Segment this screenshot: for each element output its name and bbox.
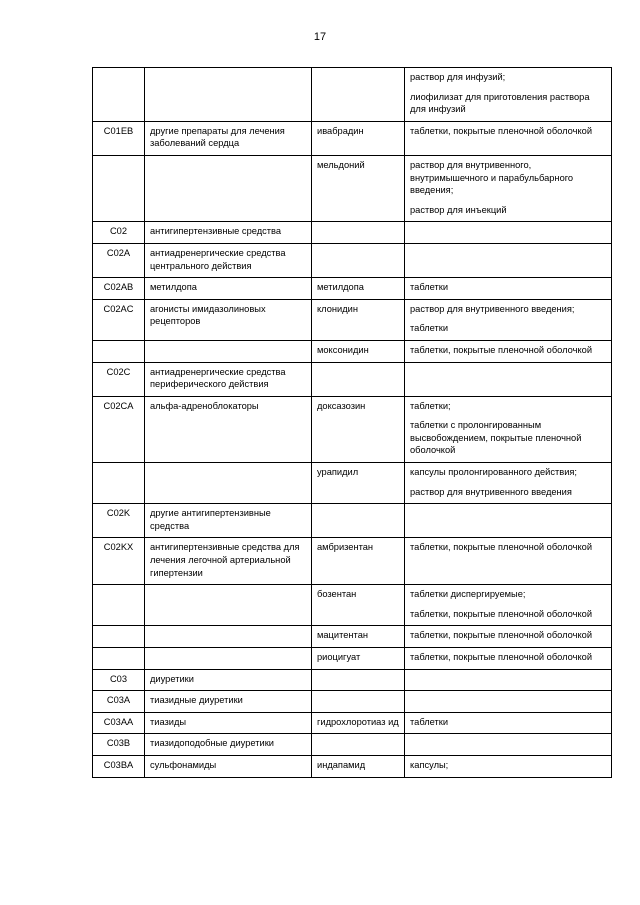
anatomical-group-cell [145,626,312,648]
inn-cell [312,669,405,691]
inn-cell: мацитентан [312,626,405,648]
table-row [93,463,612,504]
inn-cell: гидрохлоротиаз ид [312,712,405,734]
anatomical-group-cell: диуретики [145,669,312,691]
table-row [93,648,612,670]
dosage-form: раствор для внутривенного, внутримышечного и парабульбарного введения; [410,159,574,196]
atc-code-cell: C02AC [93,299,145,340]
anatomical-group-cell: метилдопа [145,278,312,300]
atc-code-cell [93,463,145,504]
anatomical-group-cell: другие препараты для лечения заболеваний сердца [145,121,312,155]
anatomical-group-cell: альфа-адреноблокаторы [145,396,312,462]
dosage-form: таблетки с пролонгированным высвобождением, покрытые пленочной оболочкой [410,420,582,456]
anatomical-group-cell: сульфонамиды [145,755,312,777]
dosage-form: капсулы; [410,759,449,770]
atc-code-cell: C02AB [93,278,145,300]
anatomical-group-cell [145,155,312,221]
inn-cell: урапидил [312,463,405,504]
dosage-forms-cell [405,396,612,462]
anatomical-group-cell: антиадренергические средства центрального действия [145,243,312,277]
dosage-forms-cell [405,734,612,756]
table-row [93,691,612,713]
dosage-forms-cell [405,585,612,626]
inn-cell [312,691,405,713]
anatomical-group-cell: другие антигипертензивные средства [145,504,312,538]
table-row [93,121,612,155]
anatomical-group-cell: тиазиды [145,712,312,734]
dosage-form: раствор для инъекций [410,204,507,215]
inn-cell: доксазозин [312,396,405,462]
inn-cell: метилдопа [312,278,405,300]
atc-code-cell: C01EB [93,121,145,155]
anatomical-group-cell: тиазидоподобные диуретики [145,734,312,756]
table-row [93,538,612,585]
atc-code-cell: C02K [93,504,145,538]
table-row [93,396,612,462]
dosage-form: раствор для внутривенного введения [410,486,572,497]
table-row [93,755,612,777]
table-row [93,299,612,340]
anatomical-group-cell [145,648,312,670]
dosage-form: капсулы пролонгированного действия; [410,467,578,478]
dosage-form: таблетки [410,323,449,334]
dosage-form: таблетки; [410,400,451,411]
dosage-forms-cell [405,155,612,221]
anatomical-group-cell [145,340,312,362]
inn-cell [312,504,405,538]
anatomical-group-cell: антиадренергические средства периферического действия [145,362,312,396]
table-row [93,340,612,362]
page-number: 17 [313,31,327,43]
table-row [93,712,612,734]
table-row [93,734,612,756]
inn-cell: мельдоний [312,155,405,221]
atc-code-cell [93,585,145,626]
inn-cell: бозентан [312,585,405,626]
inn-cell: амбризентан [312,538,405,585]
dosage-form: таблетки [410,282,449,293]
atc-code-cell: C02KX [93,538,145,585]
atc-code-cell [93,340,145,362]
dosage-forms-cell [405,626,612,648]
dosage-forms-cell [405,669,612,691]
table-row [93,243,612,277]
atc-code-cell: C03BA [93,755,145,777]
inn-cell [312,362,405,396]
table-row [93,504,612,538]
atc-code-cell: C03 [93,669,145,691]
dosage-forms-cell [405,538,612,585]
dosage-forms-cell [405,755,612,777]
dosage-form: таблетки, покрытые пленочной оболочкой [410,542,593,553]
anatomical-group-cell [145,585,312,626]
dosage-form: раствор для инфузий; [410,72,506,82]
dosage-forms-cell [405,278,612,300]
dosage-forms-cell [405,121,612,155]
atc-code-cell [93,155,145,221]
table-row [93,626,612,648]
anatomical-group-cell: агонисты имидазолиновых рецепторов [145,299,312,340]
table-row [93,222,612,244]
dosage-forms-cell [405,504,612,538]
inn-cell [312,68,405,122]
dosage-forms-cell [405,463,612,504]
atc-code-cell [93,626,145,648]
anatomical-group-cell: антигипертензивные средства для лечения легочной артериальной гипертензии [145,538,312,585]
dosage-forms-cell [405,648,612,670]
dosage-form: таблетки, покрытые пленочной оболочкой [410,652,593,662]
dosage-form: лиофилизат для приготовления раствора для инфузий [410,91,590,115]
atc-code-cell: C02A [93,243,145,277]
dosage-forms-cell [405,340,612,362]
inn-cell: клонидин [312,299,405,340]
atc-code-cell: C03AA [93,712,145,734]
inn-cell: ивабрадин [312,121,405,155]
atc-code-cell: C02C [93,362,145,396]
table-row [93,669,612,691]
anatomical-group-cell [145,463,312,504]
dosage-form: таблетки [410,716,449,727]
atc-code-cell: C02CA [93,396,145,462]
table-row [93,585,612,626]
dosage-forms-cell [405,68,612,122]
table-row [93,362,612,396]
anatomical-group-cell: тиазидные диуретики [145,691,312,713]
dosage-forms-cell [405,243,612,277]
dosage-form: таблетки диспергируемые; [410,589,526,600]
atc-code-cell [93,68,145,122]
inn-cell: индапамид [312,755,405,777]
anatomical-group-cell [145,68,312,122]
inn-cell [312,734,405,756]
inn-cell [312,222,405,244]
dosage-form: таблетки, покрытые пленочной оболочкой [410,630,593,641]
atc-code-cell: C03A [93,691,145,713]
inn-cell: риоцигуат [312,648,405,670]
dosage-forms-cell [405,712,612,734]
inn-cell: моксонидин [312,340,405,362]
table-row [93,278,612,300]
table-row [93,155,612,221]
dosage-forms-cell [405,362,612,396]
dosage-form: раствор для внутривенного введения; [410,303,575,314]
dosage-form: таблетки, покрытые пленочной оболочкой [410,125,593,136]
table-row [93,68,612,122]
anatomical-group-cell: антигипертензивные средства [145,222,312,244]
atc-code-cell: C03B [93,734,145,756]
dosage-forms-cell [405,691,612,713]
dosage-form: таблетки, покрытые пленочной оболочкой [410,608,593,619]
dosage-form: таблетки, покрытые пленочной оболочкой [410,344,593,355]
atc-code-cell: C02 [93,222,145,244]
atc-code-cell [93,648,145,670]
dosage-forms-cell [405,222,612,244]
drug-table [92,67,612,778]
dosage-forms-cell [405,299,612,340]
inn-cell [312,243,405,277]
